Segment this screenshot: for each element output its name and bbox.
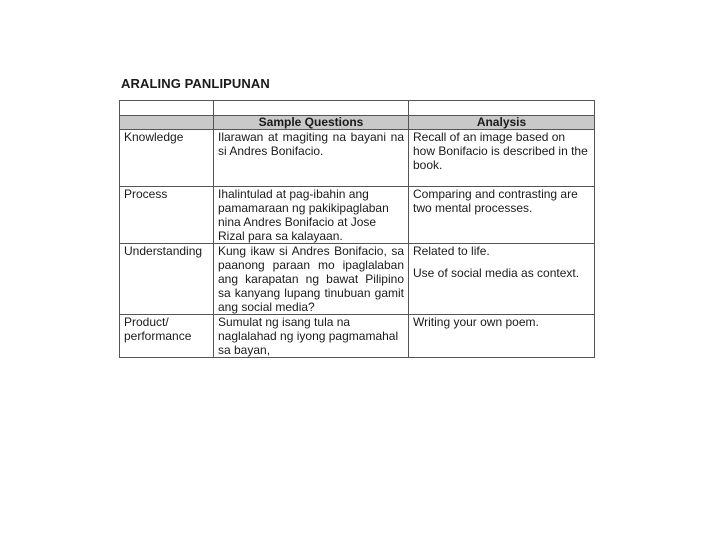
table-row: [120, 315, 595, 358]
page-title: ARALING PANLIPUNAN: [121, 76, 270, 91]
sample-question: Sumulat ng isang tula na naglalahad ng iyong pagmamahal sa bayan,: [214, 315, 409, 358]
table-top-spacer: [120, 101, 595, 116]
header-blank: [120, 116, 214, 130]
level-label: Product/ performance: [120, 315, 214, 358]
table-row: [120, 130, 595, 187]
level-label: Knowledge: [120, 130, 214, 187]
level-label: Understanding: [120, 244, 214, 315]
sample-question: Kung ikaw si Andres Bonifacio, sa paanong paraan mo ipaglalaban ang karapatan ng bawat Pilipino sa kanyang lupang tinubuan gamit ang social media?: [214, 244, 409, 315]
sample-question: Ihalintulad at pag-ibahin ang pamamaraan ng pakikipaglaban nina Andres Bonifacio at Jose Rizal para sa kalayaan.: [214, 187, 409, 244]
analysis-text: Related to life.: [413, 244, 490, 258]
header-analysis: Analysis: [409, 116, 595, 130]
analysis-text: Use of social media as context.: [413, 266, 580, 280]
sample-question: Ilarawan at magiting na bayani na si Andres Bonifacio.: [214, 130, 409, 187]
analysis-text: Recall of an image based on how Bonifacio is described in the book.: [409, 130, 595, 187]
analysis-text: Comparing and contrasting are two mental processes.: [409, 187, 595, 244]
table-header-row: [120, 116, 595, 130]
level-label: Process: [120, 187, 214, 244]
analysis-cell: [409, 244, 595, 315]
analysis-gap: [413, 258, 590, 266]
header-sample-questions: Sample Questions: [214, 116, 409, 130]
analysis-text: Writing your own poem.: [409, 315, 595, 358]
rubric-table: [119, 100, 595, 358]
table-row: [120, 244, 595, 315]
table-row: [120, 187, 595, 244]
